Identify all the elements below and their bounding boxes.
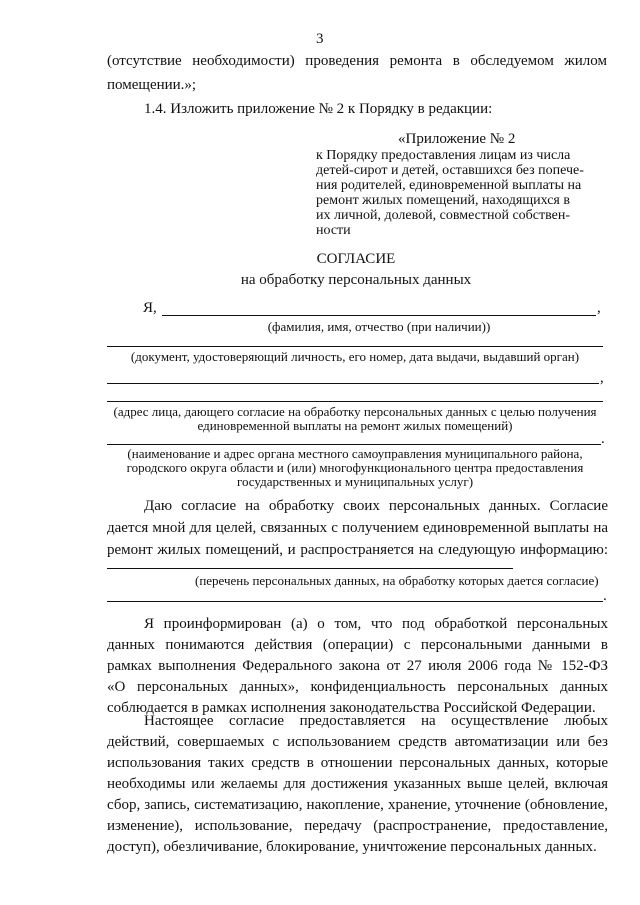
organ-caption-line: городского округа области и (или) многофункционального центра предоставления (126, 460, 584, 475)
name-field-line (162, 315, 596, 316)
list-field-line-1 (107, 568, 513, 569)
appendix-line: их личной, долевой, совместной собствен- (316, 208, 571, 223)
address-caption-line: единовременной выплаты на ремонт жилых помещений) (197, 418, 513, 433)
appendix-title: «Приложение № 2 (398, 131, 516, 147)
page-number: 3 (316, 31, 324, 47)
consent-line: дается мной для целей, связанных с получением единовременной выплаты на (107, 520, 608, 536)
scope-line: действий, совершаемых с использованием средств автоматизации или без (107, 734, 608, 750)
informed-line: «О персональных данных», конфиденциальность персональных данных (107, 679, 608, 695)
appendix-line: ности (316, 223, 351, 238)
clause-text: 1.4. Изложить приложение № 2 к Порядку в редакции: (144, 101, 493, 117)
appendix-line: к Порядку предоставления лицам из числа (316, 148, 571, 163)
intro-line: (отсутствие необходимости) проведения ремонта в обследуемом жилом (107, 53, 607, 69)
name-caption: (фамилия, имя, отчество (при наличии)) (267, 319, 491, 334)
appendix-line: детей-сирот и детей, оставшихся без попече- (316, 163, 584, 178)
scope-line: Настоящее согласие предоставляется на осуществление любых (144, 713, 608, 729)
heading-title: СОГЛАСИЕ (316, 251, 396, 267)
i-label: Я, (143, 300, 157, 316)
list-field-line-2 (107, 601, 603, 602)
heading-subtitle: на обработку персональных данных (240, 272, 472, 288)
appendix-line: ремонт жилых помещений, находящихся в (316, 193, 570, 208)
list-period: . (603, 588, 607, 604)
organ-field-line (107, 444, 601, 445)
consent-line: Даю согласие на обработку своих персональных данных. Согласие (144, 498, 608, 514)
organ-caption-line: (наименование и адрес органа местного самоуправления муниципального района, (127, 446, 583, 461)
address-comma: , (600, 370, 604, 386)
appendix-line: ния родителей, единовременной выплаты на (316, 178, 582, 193)
address-caption-line: (адрес лица, дающего согласие на обработку персональных данных с целью получения (113, 404, 597, 419)
name-comma: , (597, 300, 601, 316)
informed-line: соблюдается в рамках исполнения законодательства Российской Федерации. (107, 700, 596, 716)
document-caption: (документ, удостоверяющий личность, его номер, дата выдачи, выдавший орган) (130, 349, 580, 364)
scope-line: необходимы или желаемы для достижения указанных выше целей, включая (107, 776, 608, 792)
scope-line: доступ), обезличивание, блокирование, уничтожение персональных данных. (107, 839, 597, 855)
document-field-line (107, 346, 603, 347)
organ-caption-line: государственных и муниципальных услуг) (236, 474, 474, 489)
consent-line: ремонт жилых помещений, и распространяется на следующую информацию: (107, 542, 608, 558)
list-caption: (перечень персональных данных, на обработку которых дается согласие) (195, 573, 599, 588)
organ-period: . (601, 431, 605, 447)
scope-line: сбор, запись, систематизацию, накопление, хранение, уточнение (обновление, (107, 797, 608, 813)
scope-line: использования таких средств в отношении персональных данных, которые (107, 755, 608, 771)
scope-line: изменение), использование, передачу (распространение, предоставление, (107, 818, 608, 834)
address-field-line-1 (107, 383, 599, 384)
intro-line: помещении.»; (107, 77, 197, 93)
informed-line: рамках выполнения Федерального закона от 27 июля 2006 года № 152-ФЗ (107, 658, 608, 674)
informed-line: Я проинформирован (а) о том, что под обработкой персональных (144, 616, 608, 632)
informed-line: данных понимаются действия (операции) с персональными данными в (107, 637, 608, 653)
address-field-line-2 (107, 401, 603, 402)
